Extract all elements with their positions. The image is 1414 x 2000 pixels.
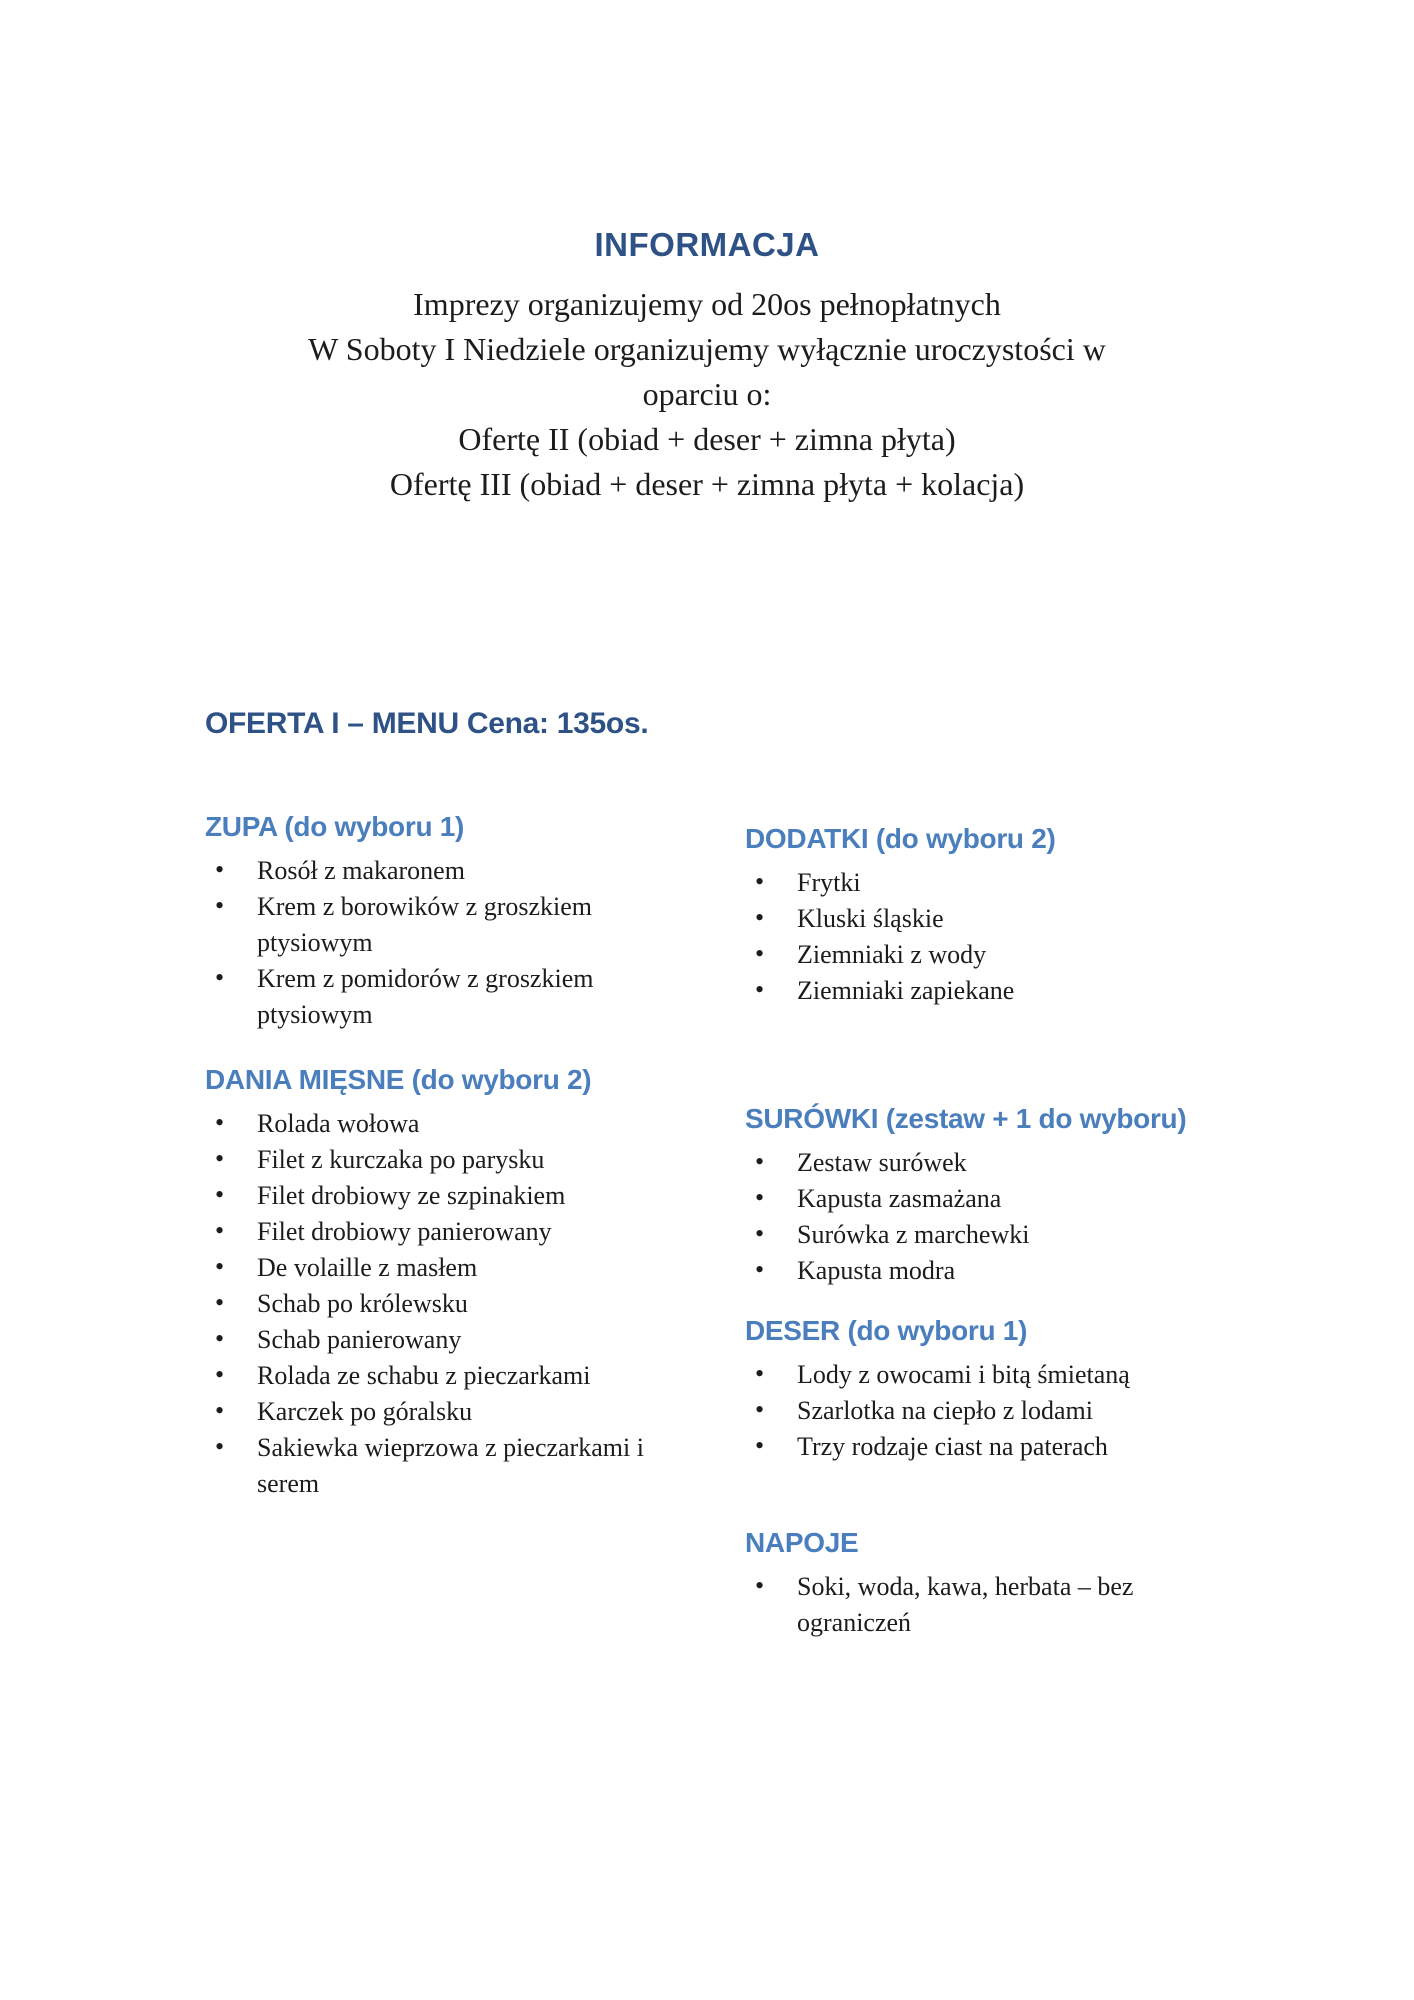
menu-item-list [745,1145,1215,1289]
menu-item [215,889,687,961]
menu-item-text: Lody z owocami i bitą śmietaną [797,1360,1130,1389]
menu-item [215,961,687,1033]
menu-item [755,1357,1215,1393]
info-heading: INFORMACJA [594,226,820,263]
menu-item [755,937,1215,973]
menu-section [205,1060,710,1502]
menu-item-text: Schab panierowany [257,1325,462,1354]
info-bullet-item [177,282,1237,327]
menu-section [745,819,1215,1009]
menu-section [745,1099,1215,1289]
menu-item-text: Trzy rodzaje ciast na paterach [797,1432,1108,1461]
menu-item-text: Szarlotka na ciepło z lodami [797,1396,1094,1425]
info-bullet-line: W Soboty I Niedziele organizujemy wyłącznie uroczystości w [308,331,1106,367]
menu-section-heading: NAPOJE [745,1527,859,1558]
menu-column-right [745,807,1215,1641]
menu-item-text: Karczek po góralsku [257,1397,473,1426]
menu-item-list [745,1357,1215,1465]
menu-section-heading: DODATKI (do wyboru 2) [745,823,1056,854]
menu-item-text: Frytki [797,868,861,897]
menu-item [215,1214,687,1250]
menu-item [215,1322,687,1358]
info-sub-bullet-lines [177,462,1237,507]
menu-item-text: Ziemniaki zapiekane [797,976,1015,1005]
menu-item-text: Filet drobiowy ze szpinakiem [257,1181,566,1210]
info-sub-bullet-item [177,417,1237,462]
menu-item-list [205,1106,710,1502]
menu-section-heading: ZUPA (do wyboru 1) [205,811,465,842]
menu-item-text: Sakiewka wieprzowa z pieczarkami i serem [257,1433,644,1498]
menu-item-text: Krem z borowików z groszkiem ptysiowym [257,892,593,957]
menu-item [215,1358,687,1394]
menu-item [755,865,1215,901]
menu-columns [205,807,1414,1641]
menu-section-heading: DESER (do wyboru 1) [745,1315,1028,1346]
menu-item [755,973,1215,1009]
menu-item-text: Filet z kurczaka po parysku [257,1145,545,1174]
menu-item [755,1393,1215,1429]
info-bullet-line: Imprezy organizujemy od 20os pełnopłatnych [413,286,1001,322]
menu-item-text: Rolada ze schabu z pieczarkami [257,1361,591,1390]
menu-item-text: Krem z pomidorów z groszkiem ptysiowym [257,964,594,1029]
menu-item-text: Surówka z marchewki [797,1220,1030,1249]
info-bullet-lines [177,327,1237,417]
menu-item [755,1569,1215,1641]
menu-item [215,1178,687,1214]
menu-item-list [745,1569,1215,1641]
menu-section [205,807,710,1033]
menu-item-text: Ziemniaki z wody [797,940,987,969]
menu-item [755,1181,1215,1217]
menu-section-heading: DANIA MIĘSNE (do wyboru 2) [205,1064,592,1095]
menu-item [755,1253,1215,1289]
menu-item [755,901,1215,937]
menu-item-text: Filet drobiowy panierowany [257,1217,552,1246]
info-sub-bullet-line: Ofertę II (obiad + deser + zimna płyta) [458,421,956,457]
menu-item [755,1145,1215,1181]
menu-item-text: Soki, woda, kawa, herbata – bez ograniczeń [797,1572,1134,1637]
menu-item [215,1286,687,1322]
info-sub-bullet-list [177,417,1237,507]
menu-item-list [205,853,710,1033]
menu-item-text: Rosół z makaronem [257,856,465,885]
menu-item-text: Kluski śląskie [797,904,944,933]
offer-title: OFERTA I – MENU Cena: 135os. [205,707,649,740]
menu-item-text: Rolada wołowa [257,1109,420,1138]
menu-section [745,1523,1215,1641]
menu-item-text: Kapusta zasmażana [797,1184,1002,1213]
menu-item-list [745,865,1215,1009]
menu-item-text: Schab po królewsku [257,1289,468,1318]
info-bullet-item [177,327,1237,417]
info-sub-bullet-lines [177,417,1237,462]
menu-item [755,1429,1215,1465]
info-bullet-line: oparciu o: [642,376,772,412]
menu-item [215,1106,687,1142]
menu-item [215,1394,687,1430]
menu-column-left [205,807,710,1502]
menu-item-text: Kapusta modra [797,1256,956,1285]
info-bullet-list [177,282,1237,417]
menu-section [745,1311,1215,1465]
info-bullet-lines [177,282,1237,327]
menu-item-text: Zestaw surówek [797,1148,967,1177]
menu-item [215,853,687,889]
menu-item [755,1217,1215,1253]
info-block [177,0,1237,507]
menu-section-heading: SURÓWKI (zestaw + 1 do wyboru) [745,1103,1187,1134]
menu-item [215,1430,687,1502]
info-sub-bullet-line: Ofertę III (obiad + deser + zimna płyta + kolacja) [389,466,1025,502]
menu-item [215,1142,687,1178]
menu-item [215,1250,687,1286]
info-sub-bullet-item [177,462,1237,507]
menu-item-text: De volaille z masłem [257,1253,478,1282]
